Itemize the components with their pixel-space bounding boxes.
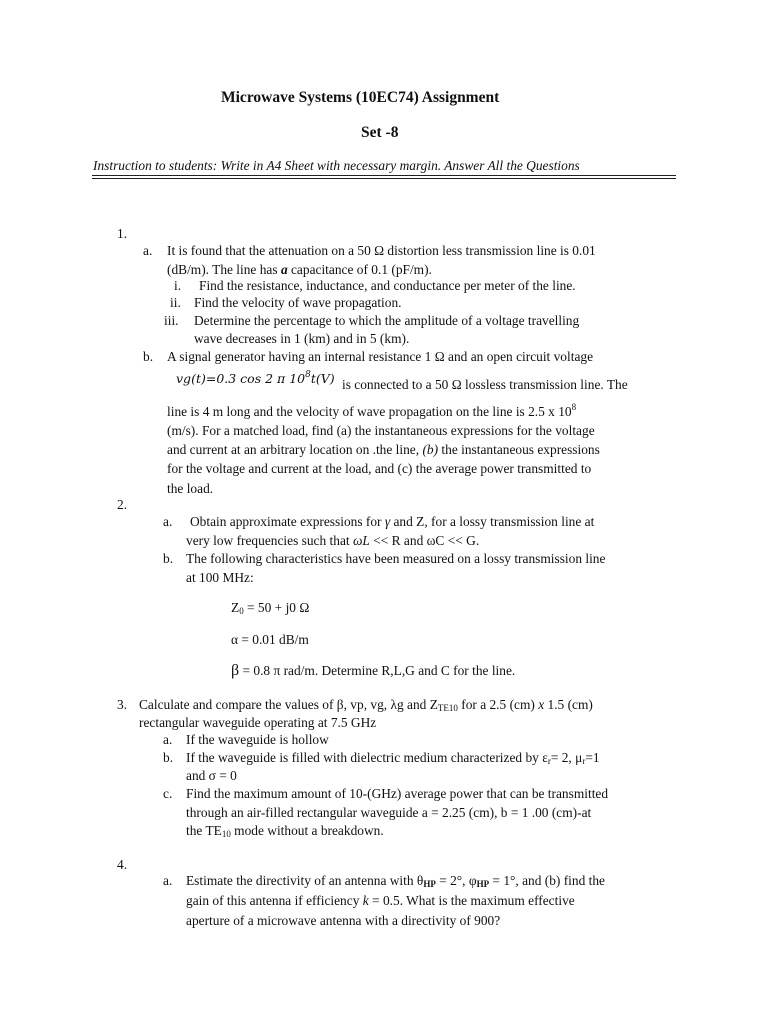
subscript: 10 [221, 829, 231, 839]
text-segment: = 50 + j0 Ω [243, 600, 310, 615]
text-segment: for a 2.5 (cm) [457, 697, 539, 712]
q4a-line [186, 872, 605, 889]
q3b-label: b. [163, 750, 174, 765]
text-segment: 1.5 (cm) [544, 697, 593, 712]
gamma-symbol: γ [384, 514, 391, 529]
q3-number: 3. [117, 697, 128, 712]
text-segment: = 1°, and (b) find the [489, 873, 605, 888]
q3c-line [186, 822, 384, 839]
q2a-line [186, 532, 479, 549]
q3c-line: through an air-filled rectangular waveguide a = 2.25 (cm), b = 1 .00 (cm)-at [186, 805, 592, 820]
q1-ii-label: ii. [170, 295, 181, 310]
q2b-line: The following characteristics have been measured on a lossy transmission line [186, 551, 606, 566]
text-segment: x [538, 697, 545, 712]
q4a-label: a. [163, 873, 173, 888]
text-segment: and Z, for a lossy transmission line at [390, 514, 595, 529]
q3b-line: and σ = 0 [186, 768, 237, 783]
q1b-line: is connected to a 50 Ω lossless transmission line. The [342, 377, 628, 392]
text-segment: capacitance of 0.1 (pF/m). [287, 262, 432, 277]
alpha-symbol: a [280, 262, 288, 277]
subscript: r [547, 756, 551, 766]
header-rule-top [92, 175, 676, 176]
q1-iii-line: wave decreases in 1 (km) and in 5 (km). [194, 331, 410, 346]
q1a-line: It is found that the attenuation on a 50 Ω distortion less transmission line is 0.01 [167, 243, 596, 258]
text-segment: gain of this antenna if efficiency [186, 893, 363, 908]
text-segment: =1 [585, 750, 600, 765]
text-segment: Estimate the directivity of an antenna with θ [186, 873, 424, 888]
header-rule-bottom [92, 178, 676, 179]
subscript: HP [476, 879, 490, 889]
text-segment: line is 4 m long and the velocity of wave propagation on the line is 2.5 x 10 [167, 404, 572, 419]
text-segment: (b) [422, 442, 439, 457]
beta-value [231, 662, 515, 679]
text-segment: the instantaneous expressions [438, 442, 600, 457]
q1a-line [167, 261, 432, 278]
q1-iii-line: Determine the percentage to which the amplitude of a voltage travelling [194, 313, 580, 328]
q4-number: 4. [117, 857, 128, 872]
text-segment: and current at an arbitrary location on .the line, [167, 442, 423, 457]
formula-text: t(V) [310, 371, 335, 386]
q3c-line: Find the maximum amount of 10-(GHz) average power that can be transmitted [186, 786, 609, 801]
subscript: 0 [239, 606, 244, 616]
q1b-line: the load. [167, 481, 214, 496]
q1-ii-text: Find the velocity of wave propagation. [194, 295, 402, 310]
text-segment: = 0.5. What is the maximum effective [368, 893, 575, 908]
q1b-line [167, 441, 600, 458]
q3-line [139, 696, 593, 713]
q2b-label: b. [163, 551, 174, 566]
page-title: Microwave Systems (10EC74) Assignment [221, 89, 500, 106]
subscript: r [582, 756, 586, 766]
voltage-formula [176, 370, 335, 387]
q1b-line: for the voltage and current at the load, and (c) the average power transmitted to [167, 461, 592, 476]
text-segment: Obtain approximate expressions for [190, 514, 385, 529]
text-segment: very low frequencies such that [186, 533, 353, 548]
formula-exponent: 8 [305, 370, 311, 380]
text-segment: k [362, 893, 369, 908]
subscript: TE10 [437, 703, 458, 713]
q2-number: 2. [117, 497, 128, 512]
q4a-line: aperture of a microwave antenna with a directivity of 900? [186, 913, 501, 928]
subscript: HP [423, 879, 436, 889]
q2a-line [190, 513, 594, 530]
q1-number: 1. [117, 226, 128, 241]
q1-iii-label: iii. [164, 313, 179, 328]
q1a-label: a. [143, 243, 153, 258]
q3c-label: c. [163, 786, 173, 801]
exponent: 8 [571, 402, 577, 412]
text-segment: Z [231, 600, 240, 615]
text-segment: (dB/m). The line has [167, 262, 281, 277]
text-segment: = 2°, φ [435, 873, 477, 888]
text-segment: If the waveguide is filled with dielectric medium characterized by ε [186, 750, 548, 765]
q1-i-text: Find the resistance, inductance, and conductance per meter of the line. [199, 278, 576, 293]
q4a-line [186, 892, 575, 909]
z0-value [231, 599, 309, 616]
text-segment: the TE [186, 823, 222, 838]
alpha-value: α = 0.01 dB/m [231, 632, 309, 647]
q1b-line: (m/s). For a matched load, find (a) the instantaneous expressions for the voltage [167, 423, 595, 438]
q3-line: rectangular waveguide operating at 7.5 GHz [139, 715, 377, 730]
formula-text: vg(t)=0.3 cos 2 π 10 [176, 371, 306, 386]
text-segment: mode without a breakdown. [230, 823, 384, 838]
omega-l-symbol: ωL [352, 533, 370, 548]
q3a-label: a. [163, 732, 173, 747]
instructions: Instruction to students: Write in A4 Sheet with necessary margin. Answer All the Questions [93, 158, 580, 173]
text-segment: << R and ωC << G. [369, 533, 480, 548]
q2a-label: a. [163, 514, 173, 529]
beta-symbol: β [231, 662, 240, 679]
q1b-line [167, 403, 576, 420]
q3b-line [186, 749, 600, 766]
text-segment: = 0.8 π rad/m. Determine R,L,G and C for the line. [239, 663, 516, 678]
q3a-text: If the waveguide is hollow [186, 732, 329, 747]
text-segment: Calculate and compare the values of β, vp, vg, λg and Z [139, 697, 438, 712]
q2b-line: at 100 MHz: [186, 570, 254, 585]
q1b-label: b. [143, 349, 154, 364]
text-segment: = 2, μ [550, 750, 583, 765]
q1-i-label: i. [174, 278, 182, 293]
q1b-line: A signal generator having an internal resistance 1 Ω and an open circuit voltage [167, 349, 594, 364]
set-number: Set -8 [361, 124, 399, 141]
